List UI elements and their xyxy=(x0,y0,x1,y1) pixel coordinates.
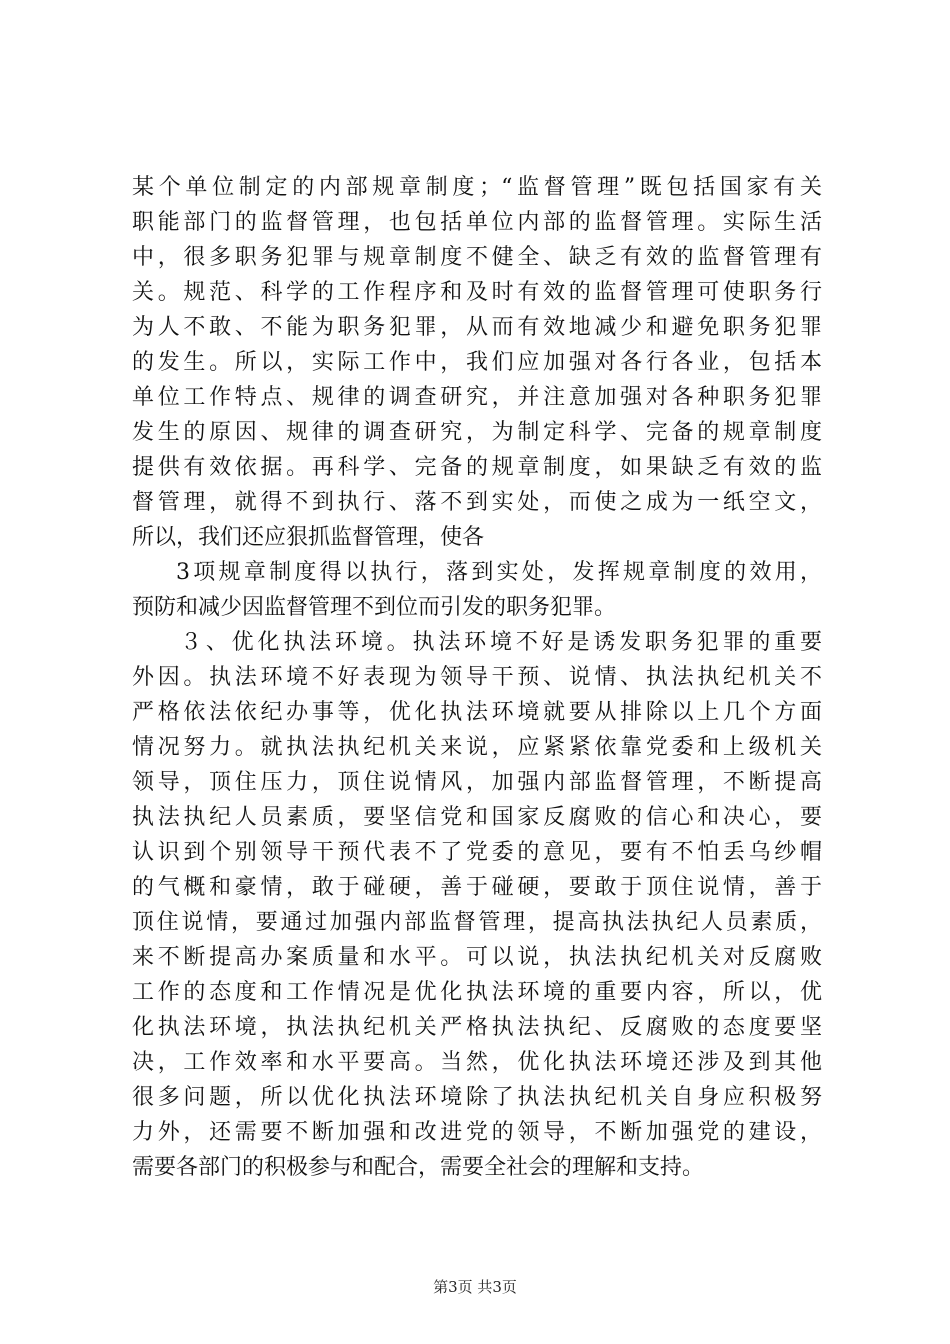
body-text-line: 顶住说情，要通过加强内部监督管理，提高执法执纪人员素质， xyxy=(132,910,822,935)
body-text-line: 所以，我们还应狠抓监督管理，使各 xyxy=(132,525,485,550)
body-text-line: 单位工作特点、规律的调查研究，并注意加强对各种职务犯罪 xyxy=(132,385,822,410)
body-text-line: ３、优化执法环境。执法环境不好是诱发职务犯罪的重要 xyxy=(180,630,822,655)
body-text-line: 来不断提高办案质量和水平。可以说，执法执纪机关对反腐败 xyxy=(132,945,822,970)
body-text-line: 3项规章制度得以执行，落到实处，发挥规章制度的效用， xyxy=(176,560,822,585)
body-text-line: 某个单位制定的内部规章制度；“监督管理”既包括国家有关 xyxy=(132,175,822,200)
body-text-line: 严格依法依纪办事等，优化执法环境就要从排除以上几个方面 xyxy=(132,700,822,725)
body-text-line: 决，工作效率和水平要高。当然，优化执法环境还涉及到其他 xyxy=(132,1050,822,1075)
body-text-line: 化执法环境，执法执纪机关严格执法执纪、反腐败的态度要坚 xyxy=(132,1015,822,1040)
body-text-line: 外因。执法环境不好表现为领导干预、说情、执法执纪机关不 xyxy=(132,665,822,690)
page-number-footer: 第3页 共3页 xyxy=(433,1278,517,1296)
body-text-line: 执法执纪人员素质，要坚信党和国家反腐败的信心和决心，要 xyxy=(132,805,822,830)
body-text-line: 提供有效依据。再科学、完备的规章制度，如果缺乏有效的监 xyxy=(132,455,822,480)
body-text-line: 力外，还需要不断加强和改进党的领导，不断加强党的建设， xyxy=(132,1120,822,1145)
body-text-line: 情况努力。就执法执纪机关来说，应紧紧依靠党委和上级机关 xyxy=(132,735,822,760)
body-text-line: 职能部门的监督管理，也包括单位内部的监督管理。实际生活 xyxy=(132,210,822,235)
body-text-line: 很多问题，所以优化执法环境除了执法执纪机关自身应积极努 xyxy=(132,1085,822,1110)
body-text-line: 关。规范、科学的工作程序和及时有效的监督管理可使职务行 xyxy=(132,280,822,305)
body-text-line: 为人不敢、不能为职务犯罪，从而有效地减少和避免职务犯罪 xyxy=(132,315,822,340)
body-text-line: 认识到个别领导干预代表不了党委的意见，要有不怕丢乌纱帽 xyxy=(132,840,822,865)
body-text-line: 领导，顶住压力，顶住说情风，加强内部监督管理，不断提高 xyxy=(132,770,822,795)
body-text-line: 工作的态度和工作情况是优化执法环境的重要内容，所以，优 xyxy=(132,980,822,1005)
body-text-line: 需要各部门的积极参与和配合，需要全社会的理解和支持。 xyxy=(132,1155,705,1180)
body-text-line: 的气概和豪情，敢于碰硬，善于碰硬，要敢于顶住说情，善于 xyxy=(132,875,822,900)
body-text-line: 发生的原因、规律的调查研究，为制定科学、完备的规章制度 xyxy=(132,420,822,445)
body-text-line: 预防和减少因监督管理不到位而引发的职务犯罪。 xyxy=(132,595,617,620)
body-text-line: 督管理，就得不到执行、落不到实处，而使之成为一纸空文， xyxy=(132,490,822,515)
body-text-line: 的发生。所以，实际工作中，我们应加强对各行各业，包括本 xyxy=(132,350,822,375)
body-text-line: 中，很多职务犯罪与规章制度不健全、缺乏有效的监督管理有 xyxy=(132,245,822,270)
